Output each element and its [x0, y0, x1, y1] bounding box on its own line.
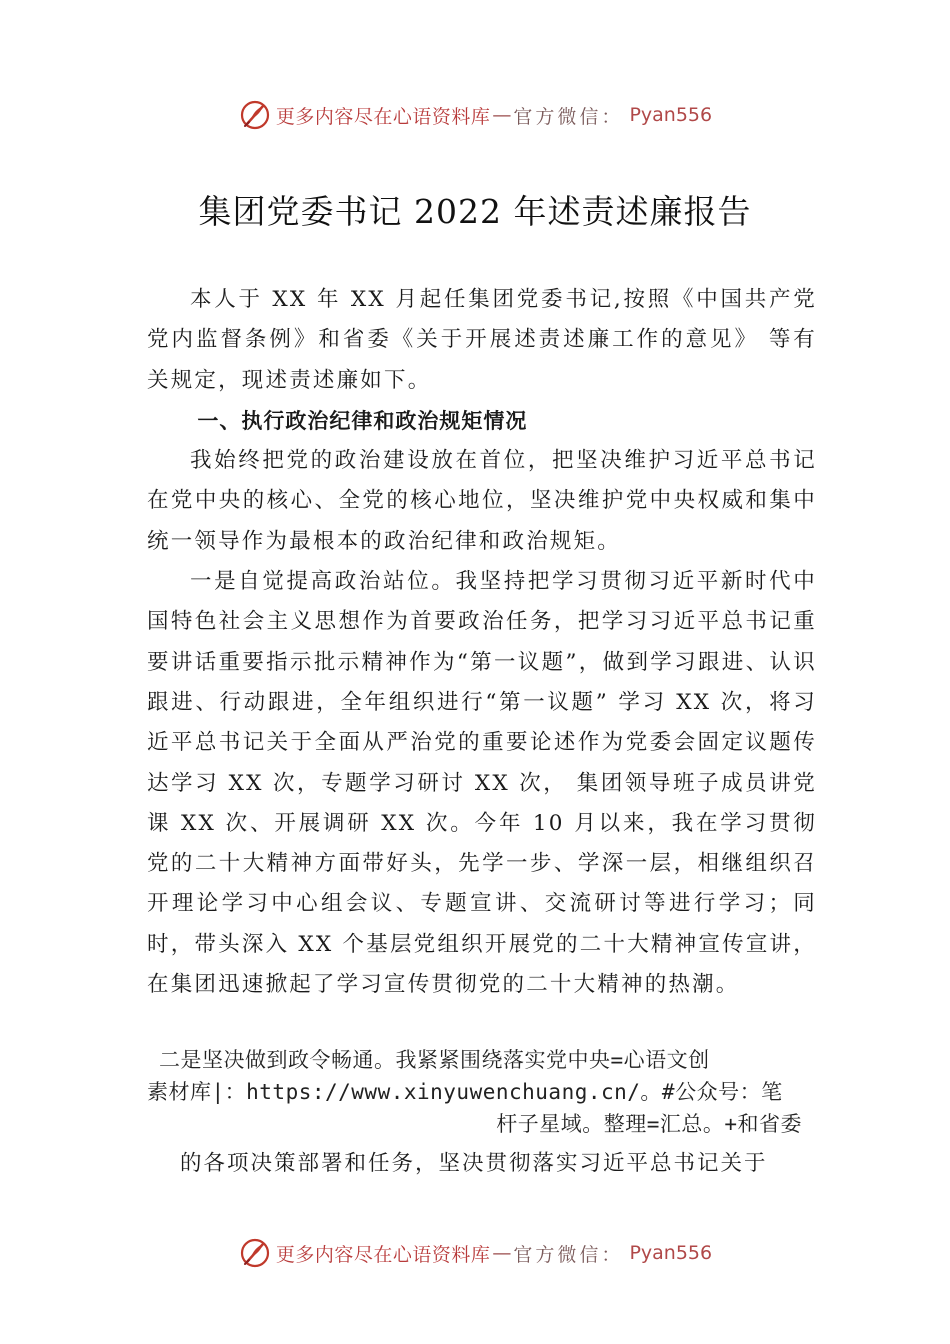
banner-wechat-id: Pyan556 [629, 104, 713, 126]
footer-banner [0, 1233, 950, 1273]
banner-main-text: 更多内容尽在心语资料库 [275, 1243, 491, 1266]
header-banner [0, 95, 950, 135]
banner-wechat-id: Pyan556 [629, 1242, 713, 1264]
banner-separator: — [492, 1242, 512, 1264]
banner-sub-text: 官方微信： [513, 1243, 624, 1266]
banner-sub-text: 官方微信： [513, 105, 624, 128]
document-title: 集团党委书记 2022 年述责述廉报告 [198, 192, 752, 231]
inserted-line-3: 杆子星域。整理=汇总。+和省委 [496, 1112, 802, 1136]
intro-paragraph: 本人于 XX 年 XX 月起任集团党委书记,按照《中国共产党党内监督条例》和省委《关于开展述责述廉工作的意见》 等有关规定，现述责述廉如下。 [147, 287, 817, 393]
inserted-line-2: 素材库|：https://www.xinyuwenchuang.cn/。#公众号：笔 [147, 1080, 783, 1104]
section-heading-1: 一、执行政治纪律和政治规矩情况 [197, 408, 528, 433]
banner-separator: — [492, 104, 512, 126]
section1-paragraph-1: 我始终把党的政治建设放在首位，把坚决维护习近平总书记在党中央的核心、全党的核心地位，坚决维护党中央权威和集中统一领导作为最根本的政治纪律和政治规矩。 [147, 448, 817, 554]
continuation-line: 的各项决策部署和任务，坚决贯彻落实习近平总书记关于 [180, 1151, 768, 1176]
document-body [147, 280, 817, 1005]
quill-logo-icon [238, 1236, 272, 1270]
inserted-text-block [147, 1044, 812, 1140]
banner-main-text: 更多内容尽在心语资料库 [275, 105, 491, 128]
section1-paragraph-2: 一是自觉提高政治站位。我坚持把学习贯彻习近平新时代中国特色社会主义思想作为首要政治任务，把学习习近平总书记重要讲话重要指示批示精神作为“第一议题”，做到学习跟进、认识跟进、行动跟进，全年组织进行“第一议题” 学习 XX 次，将习近平总书记关于全面从严治党的重要论述作为党委会固定议题传达学习 XX 次，专题学习研讨 XX 次， 集团领导班子成员讲党课 XX 次、开展调研 XX 次。今年 10 月以来，我在学习贯彻党的二十大精神方面带好头，先学一步、学深一层，相继组织召开理论学习中心组会议、专题宣讲、交流研讨等进行学习；同时，带头深入 XX 个基层党组织开展党的二十大精神宣传宣讲，在集团迅速掀起了学习宣传贯彻党的二十大精神的热潮。 [147, 569, 817, 998]
inserted-line-1: 二是坚决做到政令畅通。我紧紧围绕落实党中央=心语文创 [159, 1048, 710, 1072]
quill-logo-icon [238, 98, 272, 132]
